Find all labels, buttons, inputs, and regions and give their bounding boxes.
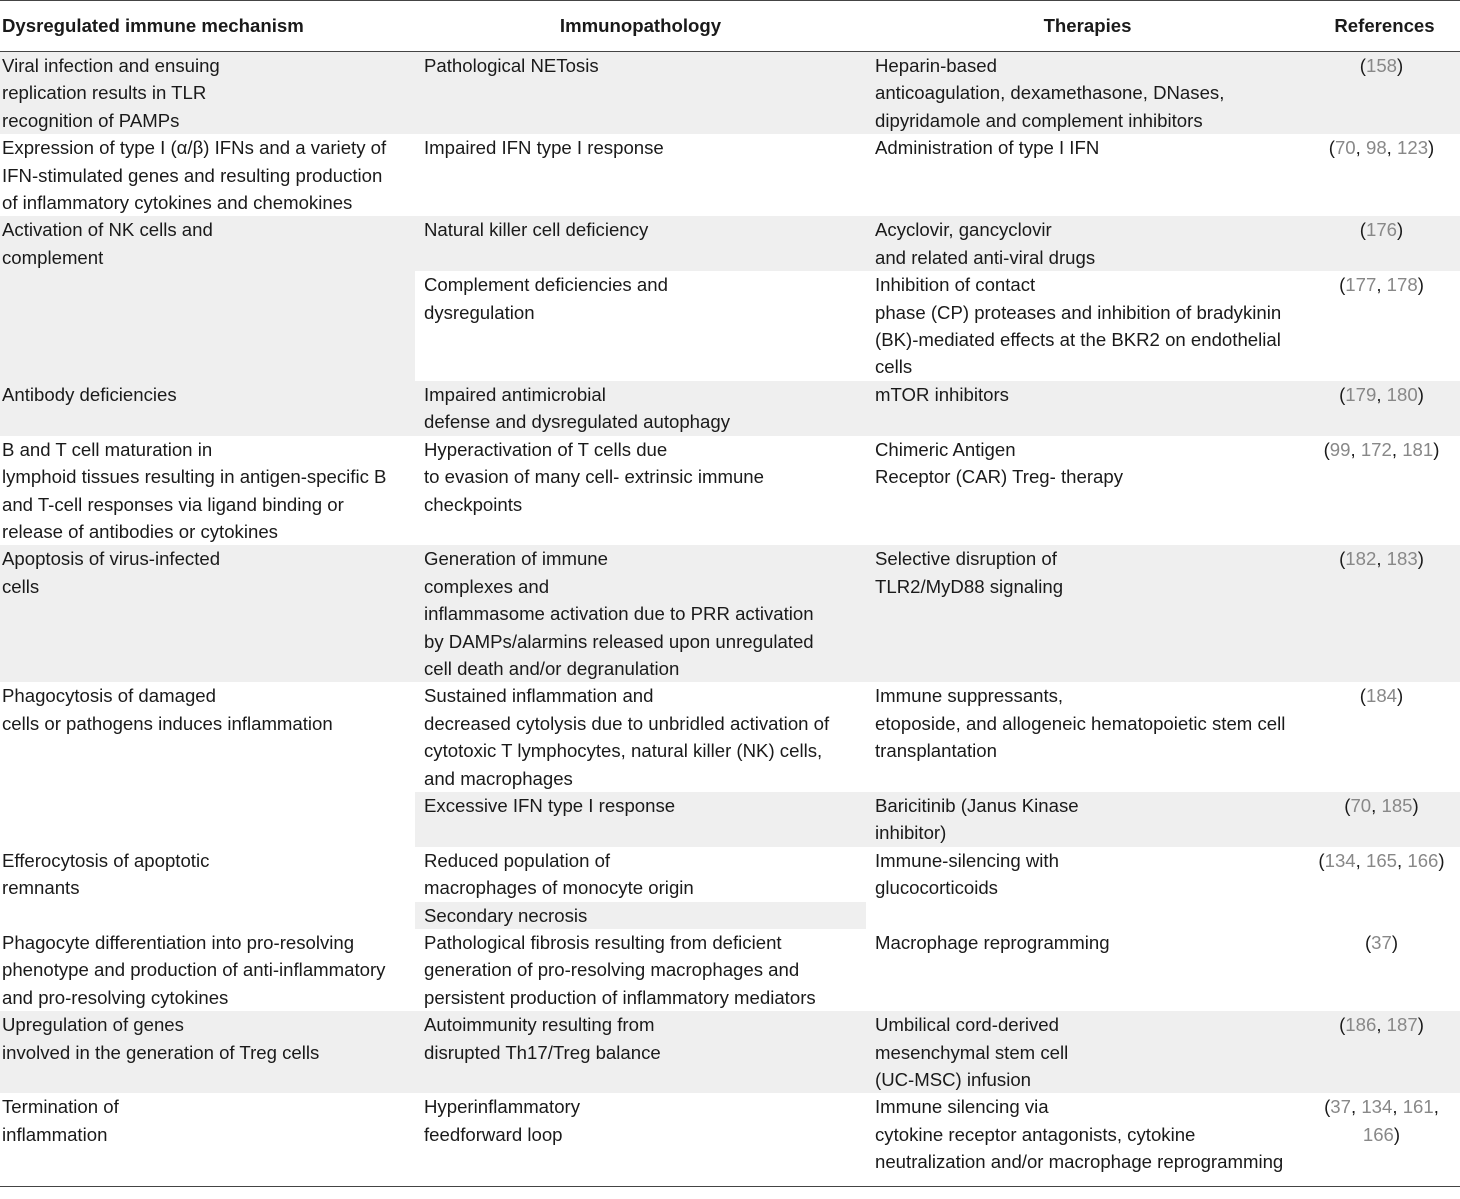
mechanism-cell: Phagocytosis of damaged cells or pathogens induces inflammation <box>2 685 333 734</box>
ref-close-paren: ) <box>1391 932 1399 953</box>
ref-open-paren: ( <box>1318 849 1325 871</box>
immunopathology-cell: Excessive IFN type I response <box>424 794 676 816</box>
therapies-cell: Selective disruption of TLR2/MyD88 signaling <box>875 548 1064 597</box>
reference-link[interactable]: 176 <box>1365 219 1398 241</box>
secondary-necrosis-subcell: Secondary necrosis <box>415 902 866 929</box>
ref-close-paren: ) <box>1397 55 1404 76</box>
mechanism-cell: Efferocytosis of apoptotic remnants <box>2 849 210 899</box>
table-row <box>0 545 1460 682</box>
ref-open-paren: ( <box>1339 548 1346 570</box>
references-cell[interactable] <box>1309 682 1460 792</box>
reference-link[interactable]: 185 <box>1381 794 1413 816</box>
ref-close-paren: ) <box>1393 1123 1401 1145</box>
table-row <box>0 929 1460 1011</box>
therapies-cell: Immune suppressants, etoposide, and allogeneic hematopoietic stem cell transplantation <box>875 685 1286 762</box>
reference-link[interactable]: 177 <box>1345 274 1377 296</box>
ref-close-paren: ) <box>1438 849 1445 871</box>
therapies-cell: Macrophage reprogramming <box>875 932 1110 953</box>
references-cell[interactable] <box>1309 847 1460 929</box>
reference-link[interactable]: 134 <box>1361 1096 1393 1118</box>
ref-open-paren: ( <box>1323 438 1330 460</box>
references-cell[interactable] <box>1309 545 1460 682</box>
table-row <box>0 1093 1460 1186</box>
therapies-cell: Chimeric Antigen Receptor (CAR) Treg- therapy <box>875 438 1124 488</box>
header-immunopathology: Immunopathology <box>415 1 866 52</box>
mechanism-cell: Antibody deficiencies <box>2 383 177 405</box>
ref-open-paren: ( <box>1339 1014 1346 1036</box>
therapies-cell: Acyclovir, gancyclovir and related anti-viral drugs <box>866 216 1309 271</box>
ref-separator: , <box>1355 849 1366 871</box>
therapies-cell: Inhibition of contact phase (CP) proteases and inhibition of bradykinin (BK)-mediated effects at the BKR2 on endothelial cells <box>875 274 1282 378</box>
reference-link[interactable]: 166 <box>1362 1123 1394 1145</box>
table-row <box>0 216 1460 271</box>
ref-close-paren: ) <box>1397 685 1404 707</box>
reference-link[interactable]: 172 <box>1360 438 1392 460</box>
table-row <box>0 134 1460 216</box>
reference-link[interactable]: 134 <box>1324 849 1356 871</box>
ref-open-paren: ( <box>1359 219 1366 241</box>
reference-link[interactable]: 165 <box>1365 849 1398 871</box>
reference-link[interactable]: 179 <box>1345 383 1377 405</box>
ref-open-paren: ( <box>1359 685 1366 707</box>
mechanism-cell: Expression of type I (α/β) IFNs and a variety of IFN-stimulated genes and resulting production of inflammatory cytokines and chemokines <box>2 137 387 214</box>
reference-link[interactable]: 182 <box>1345 548 1377 570</box>
ref-open-paren: ( <box>1359 55 1366 76</box>
references-cell[interactable] <box>1309 381 1460 436</box>
ref-separator: , <box>1376 383 1387 405</box>
reference-link[interactable]: 186 <box>1345 1014 1377 1036</box>
mechanism-cell: Termination of inflammation <box>0 1093 415 1186</box>
ref-close-paren: ) <box>1417 383 1424 405</box>
ref-open-paren: ( <box>1339 274 1346 296</box>
mechanism-cell: Activation of NK cells and complement <box>0 216 415 380</box>
ref-separator: , <box>1433 1096 1439 1118</box>
references-cell[interactable] <box>1309 792 1460 847</box>
reference-link[interactable]: 98 <box>1365 137 1387 159</box>
mechanism-cell: B and T cell maturation in lymphoid tissues resulting in antigen-specific B and T-cell responses via ligand binding or release of antibodies or cytokines <box>2 438 387 542</box>
therapies-cell: Immune silencing via cytokine receptor antagonists, cytokine neutralization and/or macrophage reprogramming <box>866 1093 1309 1186</box>
ref-separator: , <box>1386 137 1398 159</box>
table-row <box>0 682 1460 792</box>
immunopathology-cell: Reduced population of macrophages of monocyte origin Secondary necrosis <box>415 847 866 929</box>
therapies-cell: mTOR inhibitors <box>875 383 1009 405</box>
header-references: References <box>1309 1 1460 52</box>
immunopathology-cell: Impaired IFN type I response <box>424 137 664 159</box>
header-therapies: Therapies <box>866 1 1309 52</box>
therapies-cell: Umbilical cord-derived mesenchymal stem cell (UC-MSC) infusion <box>875 1014 1069 1091</box>
reference-link[interactable]: 37 <box>1330 1096 1351 1118</box>
reference-link[interactable]: 70 <box>1350 794 1372 816</box>
immunopathology-cell: Impaired antimicrobial defense and dysregulated autophagy <box>424 383 731 433</box>
ref-open-paren: ( <box>1328 137 1335 159</box>
immunopathology-cell: Natural killer cell deficiency <box>415 216 866 271</box>
ref-separator: , <box>1392 1096 1403 1118</box>
ref-separator: , <box>1376 1014 1387 1036</box>
reference-link[interactable]: 166 <box>1407 849 1439 871</box>
table-row <box>0 52 1460 135</box>
therapies-cell: Immune-silencing with glucocorticoids <box>875 849 1059 899</box>
references-cell[interactable] <box>1309 929 1460 1011</box>
ref-open-paren: ( <box>1344 794 1351 816</box>
references-cell[interactable] <box>1309 1093 1460 1186</box>
reference-link[interactable]: 123 <box>1397 137 1429 159</box>
header-row <box>0 1 1460 52</box>
ref-separator: , <box>1371 794 1382 816</box>
mechanism-cell: Apoptosis of virus-infected cells <box>2 548 221 597</box>
references-cell[interactable] <box>1309 52 1460 135</box>
reference-link[interactable]: 37 <box>1371 932 1392 953</box>
ref-separator: , <box>1397 849 1408 871</box>
references-cell[interactable] <box>1309 1011 1460 1093</box>
ref-separator: , <box>1355 137 1366 159</box>
ref-open-paren: ( <box>1364 932 1372 953</box>
ref-separator: , <box>1350 1096 1362 1118</box>
immunopathology-cell: Sustained inflammation and decreased cytolysis due to unbridled activation of cytotoxic T lymphocytes, natural killer (NK) cells, and macrophages <box>424 685 830 789</box>
ref-separator: , <box>1350 438 1361 460</box>
table-row <box>0 436 1460 546</box>
ref-open-paren: ( <box>1339 383 1346 405</box>
immunopathology-cell: Hyperinflammatory feedforward loop <box>415 1093 866 1186</box>
mechanism-cell: Phagocyte differentiation into pro-resolving phenotype and production of anti-inflammatory and pro-resolving cytokines <box>2 932 386 1008</box>
immunopathology-cell: Generation of immune complexes and inflammasome activation due to PRR activation by DAMPs/alarmins released upon unregulated cell death and/or degranulation <box>424 548 814 679</box>
ref-close-paren: ) <box>1417 1014 1424 1036</box>
reference-link[interactable]: 161 <box>1402 1096 1434 1118</box>
immunopathology-cell: Pathological NETosis <box>424 55 599 76</box>
immunopathology-cell: Autoimmunity resulting from disrupted Th17/Treg balance <box>424 1014 661 1063</box>
ref-separator: , <box>1376 274 1387 296</box>
references-cell[interactable] <box>1309 134 1460 216</box>
immunopathology-cell: Hyperactivation of T cells due to evasion of many cell- extrinsic immune checkpoints <box>424 438 764 515</box>
reference-link[interactable]: 180 <box>1386 383 1418 405</box>
ref-close-paren: ) <box>1417 548 1424 570</box>
ref-close-paren: ) <box>1412 794 1419 816</box>
immunopathology-cell: Complement deficiencies and dysregulation <box>424 274 668 323</box>
reference-link[interactable]: 158 <box>1365 55 1398 76</box>
ref-open-paren: ( <box>1324 1096 1331 1118</box>
header-mechanism: Dysregulated immune mechanism <box>0 1 415 52</box>
table-row <box>0 847 1460 929</box>
references-cell[interactable] <box>1309 216 1460 271</box>
reference-link[interactable]: 178 <box>1386 274 1418 296</box>
ref-close-paren: ) <box>1433 438 1440 460</box>
references-cell[interactable] <box>1309 271 1460 381</box>
mechanism-cell: Viral infection and ensuing replication results in TLR recognition of PAMPs <box>2 55 220 131</box>
reference-link[interactable]: 181 <box>1402 438 1434 460</box>
therapies-cell: Heparin-based anticoagulation, dexamethasone, DNases, dipyridamole and complement inhibitors <box>875 55 1225 131</box>
immunopathology-cell: Pathological fibrosis resulting from deficient generation of pro-resolving macrophages and persistent production of inflammatory mediators <box>424 932 816 1008</box>
ref-close-paren: ) <box>1397 219 1404 241</box>
ref-close-paren: ) <box>1428 137 1435 159</box>
reference-link[interactable]: 183 <box>1386 548 1418 570</box>
therapies-cell: Administration of type I IFN <box>875 137 1100 159</box>
ref-separator: , <box>1391 438 1403 460</box>
reference-link[interactable]: 70 <box>1334 137 1356 159</box>
ref-separator: , <box>1376 548 1387 570</box>
reference-link[interactable]: 184 <box>1365 685 1398 707</box>
references-cell[interactable] <box>1309 436 1460 546</box>
reference-link[interactable]: 187 <box>1386 1014 1418 1036</box>
reference-link[interactable]: 99 <box>1329 438 1351 460</box>
table-row <box>0 1011 1460 1093</box>
ref-close-paren: ) <box>1417 274 1424 296</box>
therapies-cell: Baricitinib (Janus Kinase inhibitor) <box>875 794 1079 844</box>
table-row <box>0 381 1460 436</box>
mechanism-cell: Upregulation of genes involved in the generation of Treg cells <box>2 1014 320 1063</box>
